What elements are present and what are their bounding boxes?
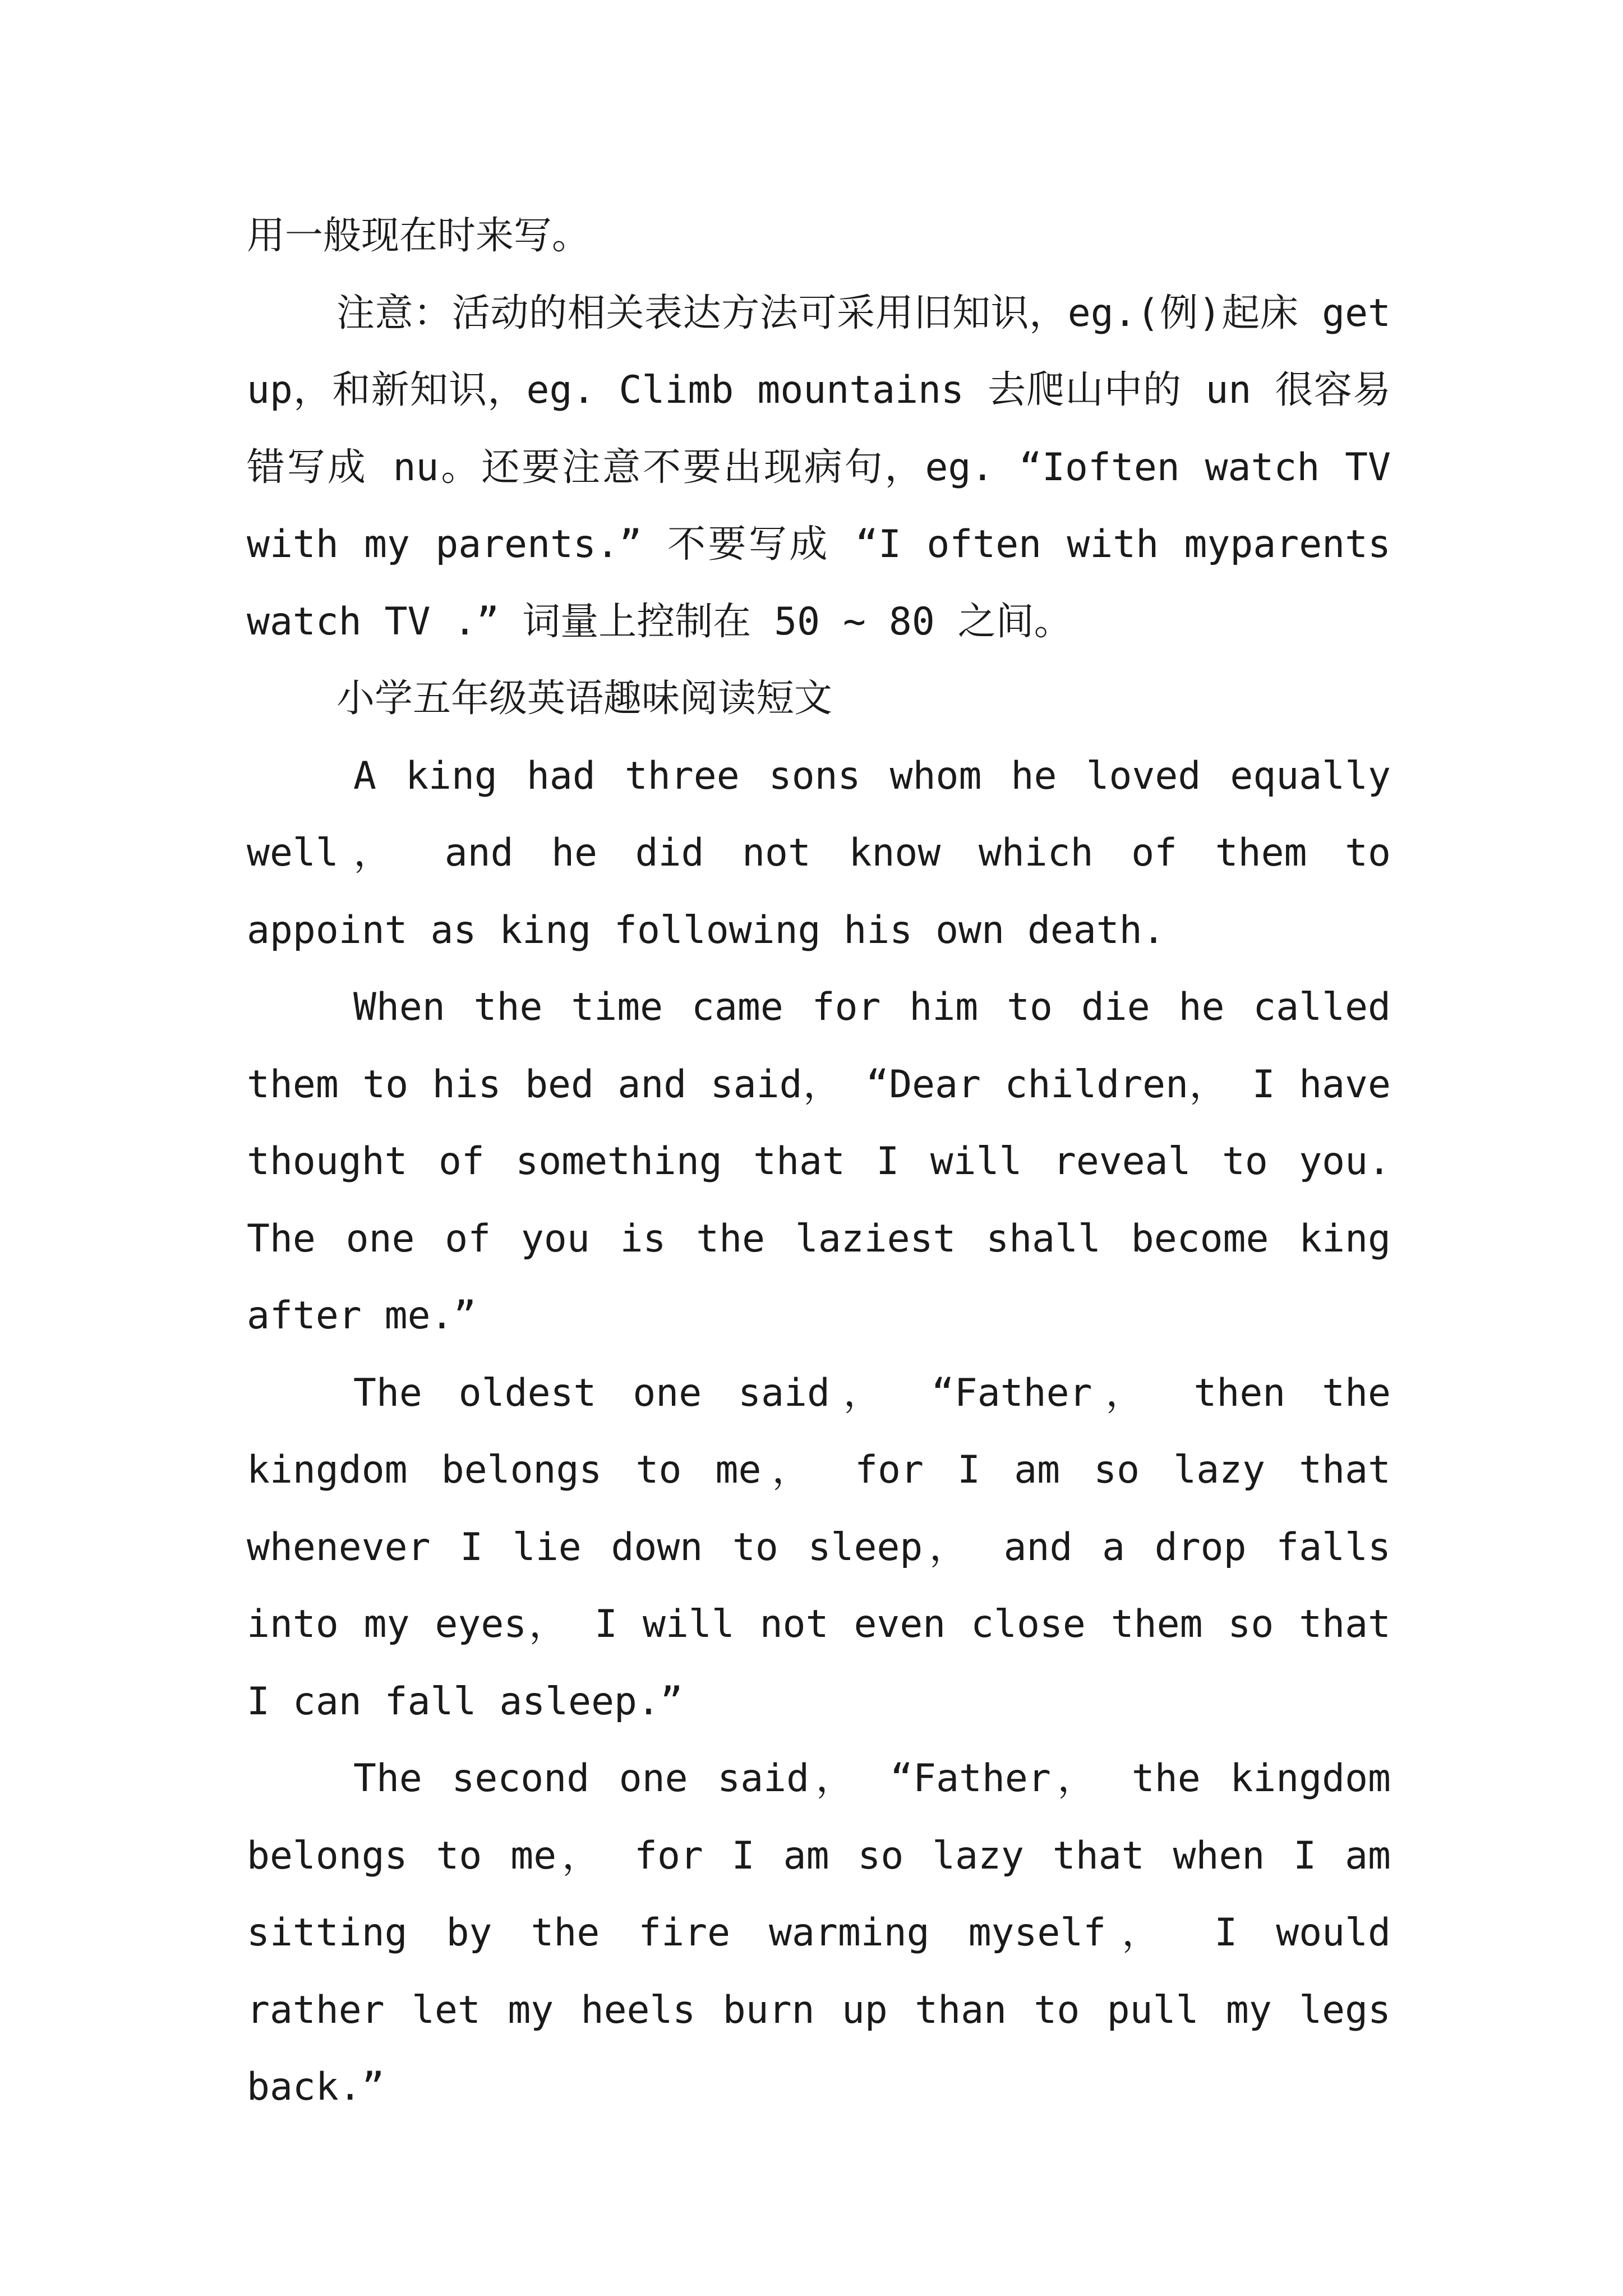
paragraph-king-calls-sons: When the time came for him to die he called them to his bed and said， “Dear children， I have thought of something that I will reveal to you. The one of you is the laziest shall become king after me.” <box>247 985 1391 1338</box>
paragraph-second-son: The second one said， “Father， the kingdom belongs to me， for I am so lazy that when I am sitting by the fire warming myself， I would rather let my heels burn up than to pull my legs back.” <box>247 1756 1391 2109</box>
paragraph-intro-tense: 用一般现在时来写。 <box>247 214 591 258</box>
paragraph-oldest-son: The oldest one said， “Father， then the kingdom belongs to me， for I am so lazy that whenever I lie down to sleep， and a drop falls into my eyes， I will not even close them so that I can fall asleep.” <box>247 1370 1391 1724</box>
paragraph-king-three-sons: A king had three sons whom he loved equally well， and he did not know which of them to appoint as king following his own death. <box>247 753 1391 953</box>
section-title: 小学五年级英语趣味阅读短文 <box>336 677 833 721</box>
paragraph-writing-notes: 注意：活动的相关表达方法可采用旧知识，eg.(例)起床 get up，和新知识，eg. Climb mountains 去爬山中的 un 很容易错写成 nu。还要注意不要出现病句，eg. “Ioften watch TV with my parents.” 不要写成 “I often with myparents watch TV .” 词量上控制在 50 ~ 80 之间。 <box>247 291 1391 644</box>
